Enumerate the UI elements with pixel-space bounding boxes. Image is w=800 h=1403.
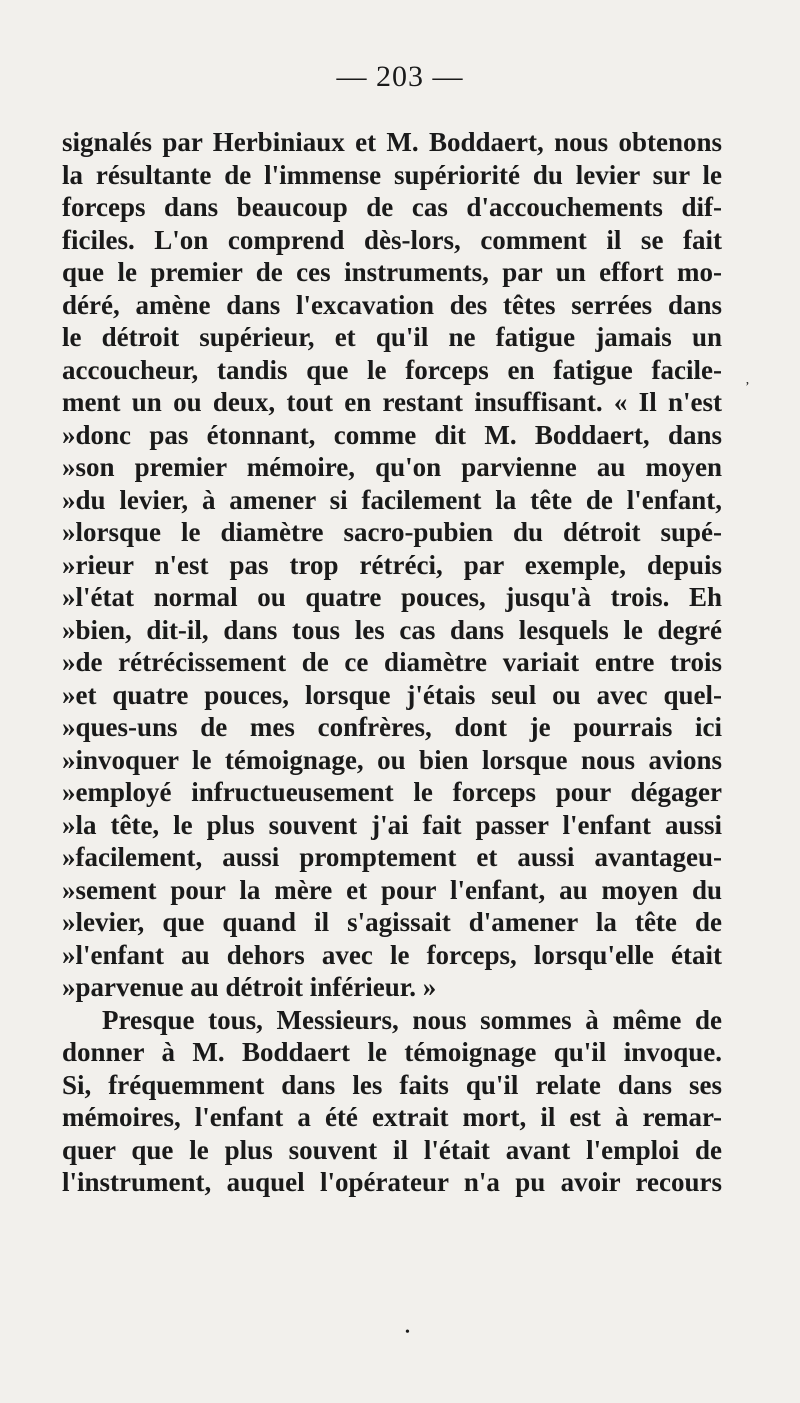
text-line: déré, amène dans l'excavation des têtes serrées dans xyxy=(62,289,722,320)
text-line: ficiles. L'on comprend dès-lors, comment il se fait xyxy=(62,224,722,255)
text-line: »invoquer le témoignage, ou bien lorsque nous avions xyxy=(62,744,722,775)
text-line: signalés par Herbiniaux et M. Boddaert, nous obtenons xyxy=(62,127,722,157)
text-line: »sement pour la mère et pour l'enfant, au moyen du xyxy=(62,874,722,905)
stray-ink-dot: • xyxy=(405,1325,410,1340)
text-line: »son premier mémoire, qu'on parvienne au moyen xyxy=(62,452,722,482)
text-line: »donc pas étonnant, comme dit M. Boddaert, dans xyxy=(62,419,722,450)
text-line: accoucheur, tandis que le forceps en fatigue facile- xyxy=(62,354,722,385)
text-line: »facilement, aussi promptement et aussi avantageu- xyxy=(62,842,722,872)
text-line: »lorsque le diamètre sacro-pubien du détroit supé- xyxy=(62,517,722,547)
text-line: »la tête, le plus souvent j'ai fait passer l'enfant aussi xyxy=(62,809,722,840)
text-line: »l'état normal ou quatre pouces, jusqu'à trois. Eh xyxy=(62,582,722,612)
text-line: la résultante de l'immense supériorité du levier sur le xyxy=(62,159,722,190)
text-line: »employé infructueusement le forceps pour dégager xyxy=(62,777,722,807)
text-line: »de rétrécissement de ce diamètre variait entre trois xyxy=(62,647,722,677)
paragraph-start-line: Presque tous, Messieurs, nous sommes à même de xyxy=(102,1004,722,1035)
text-line: le détroit supérieur, et qu'il ne fatigue jamais un xyxy=(62,322,722,352)
text-line: »parvenue au détroit inférieur. » xyxy=(62,972,437,1002)
stray-accent-mark: ʼ xyxy=(745,380,750,395)
text-line: »et quatre pouces, lorsque j'étais seul ou avec quel- xyxy=(62,679,722,710)
text-line: »levier, que quand il s'agissait d'amener la tête de xyxy=(62,907,722,937)
text-line: quer que le plus souvent il l'était avant l'emploi de xyxy=(62,1134,722,1165)
text-line: »du levier, à amener si facilement la tête de l'enfant, xyxy=(62,484,722,515)
text-line: forceps dans beaucoup de cas d'accouchements dif- xyxy=(62,192,722,222)
text-line: mémoires, l'enfant a été extrait mort, il est à remar- xyxy=(62,1102,722,1132)
page-number: — 203 — xyxy=(336,60,464,93)
text-line: donner à M. Boddaert le témoignage qu'il invoque. xyxy=(62,1037,722,1067)
body-text xyxy=(62,126,722,1199)
text-line: »bien, dit-il, dans tous les cas dans lesquels le degré xyxy=(62,614,722,645)
text-line: »l'enfant au dehors avec le forceps, lorsqu'elle était xyxy=(62,939,722,970)
text-line: ment un ou deux, tout en restant insuffisant. « Il n'est xyxy=(62,387,722,417)
text-line: »rieur n'est pas trop rétréci, par exemple, depuis xyxy=(62,549,722,580)
text-line: l'instrument, auquel l'opérateur n'a pu avoir recours xyxy=(62,1167,722,1197)
text-line: que le premier de ces instruments, par un effort mo- xyxy=(62,257,722,287)
text-line: Si, fréquemment dans les faits qu'il relate dans ses xyxy=(62,1069,722,1100)
text-line: »ques-uns de mes confrères, dont je pourrais ici xyxy=(62,712,722,742)
